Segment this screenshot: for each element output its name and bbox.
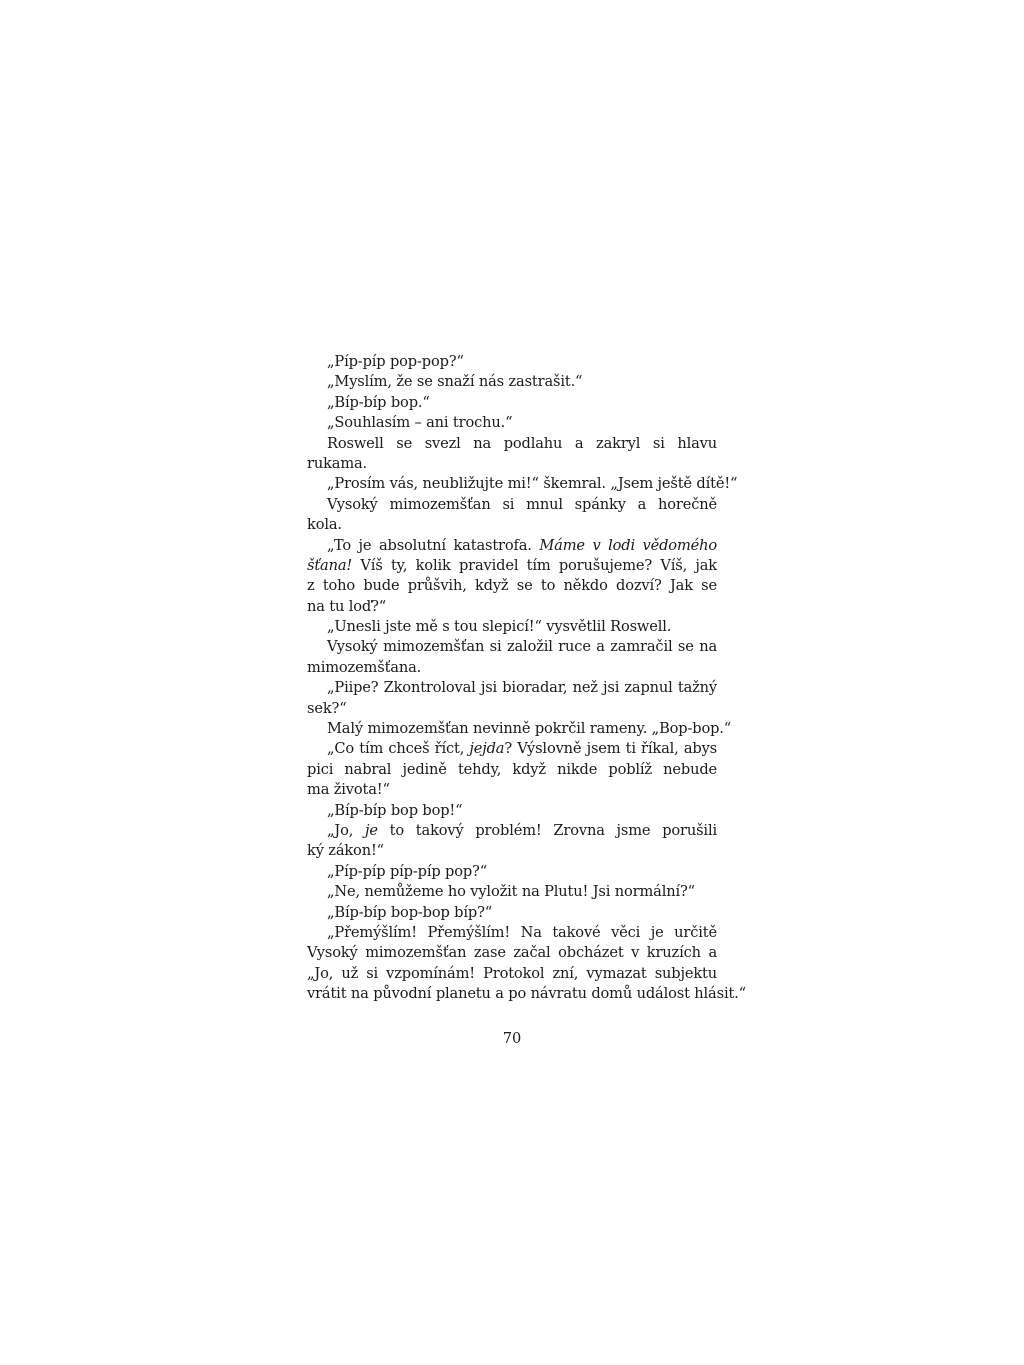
text-line: „Souhlasím – ani trochu.“ <box>327 414 513 432</box>
text-line: „Jo, už si vzpomínám! Protokol zní, vymazat subjektu <box>307 964 717 982</box>
text-run: „To je absolutní katastrofa. <box>327 536 540 554</box>
italic-run: je <box>365 821 378 839</box>
text-line: „Bíp-bíp bop bop!“ <box>327 801 463 819</box>
text-line: sek?“ <box>307 699 347 717</box>
text-run: „Co tím chceš říct, <box>327 740 470 758</box>
text-line: mimozemšťana. <box>307 658 422 676</box>
text-line: „Piipe? Zkontroloval jsi bioradar, než jsi zapnul tažný <box>327 679 717 697</box>
text-line: Vysoký mimozemšťan si mnul spánky a horečně <box>327 495 717 513</box>
text-run: Víš ty, kolik pravidel tím porušujeme? Víš, jak <box>360 556 717 574</box>
italic-run: šťana! <box>307 556 353 574</box>
text-line <box>307 556 717 576</box>
text-line: Vysoký mimozemšťan zase začal obcházet v kruzích a <box>307 944 717 962</box>
text-run: ? Výslovně jsem ti říkal, abys <box>504 740 717 758</box>
text-line: Roswell se svezl na podlahu a zakryl si hlavu <box>327 434 717 452</box>
text-line: ký zákon!“ <box>307 842 384 860</box>
text-line <box>307 821 717 841</box>
text-run: „Jo, <box>327 821 366 839</box>
text-line: „Bíp-bíp bop.“ <box>327 393 430 411</box>
text-line: „Bíp-bíp bop-bop bíp?“ <box>327 903 493 921</box>
page-number: 70 <box>502 1030 522 1047</box>
italic-run: Máme v lodi vědomého <box>539 536 717 554</box>
text-line: „Přemýšlím! Přemýšlím! Na takové věci je určitě <box>327 923 717 941</box>
text-line: „Ne, nemůžeme ho vyložit na Plutu! Jsi normální?“ <box>327 883 695 901</box>
text-line: „Unesli jste mě s tou slepicí!“ vysvětlil Roswell. <box>327 618 672 636</box>
text-line: „Píp-píp píp-píp pop?“ <box>327 862 488 880</box>
text-run: to takový problém! Zrovna jsme porušili <box>389 821 717 839</box>
text-block <box>307 352 746 1005</box>
text-line: vrátit na původní planetu a po návratu domů událost hlásit.“ <box>307 985 746 1003</box>
text-line: pici nabral jedině tehdy, když nikde poblíž nebude <box>307 760 717 778</box>
text-line: kola. <box>307 516 342 534</box>
text-line <box>307 739 717 759</box>
text-line: na tu loď?“ <box>307 597 387 615</box>
text-line: ma života!“ <box>307 781 390 799</box>
text-line: Vysoký mimozemšťan si založil ruce a zamračil se na <box>327 638 717 656</box>
text-line: „Prosím vás, neubližujte mi!“ škemral. „Jsem ještě dítě!“ <box>327 475 738 493</box>
text-line: „Myslím, že se snaží nás zastrašit.“ <box>327 373 583 391</box>
text-line: Malý mimozemšťan nevinně pokrčil rameny. „Bop-bop.“ <box>327 720 732 738</box>
text-line: rukama. <box>307 454 368 472</box>
text-line: z toho bude průšvih, když se to někdo dozví? Jak se <box>307 577 717 595</box>
italic-run: jejda <box>469 740 505 758</box>
text-line: „Píp-píp pop-pop?“ <box>327 353 464 370</box>
text-line <box>307 536 717 556</box>
